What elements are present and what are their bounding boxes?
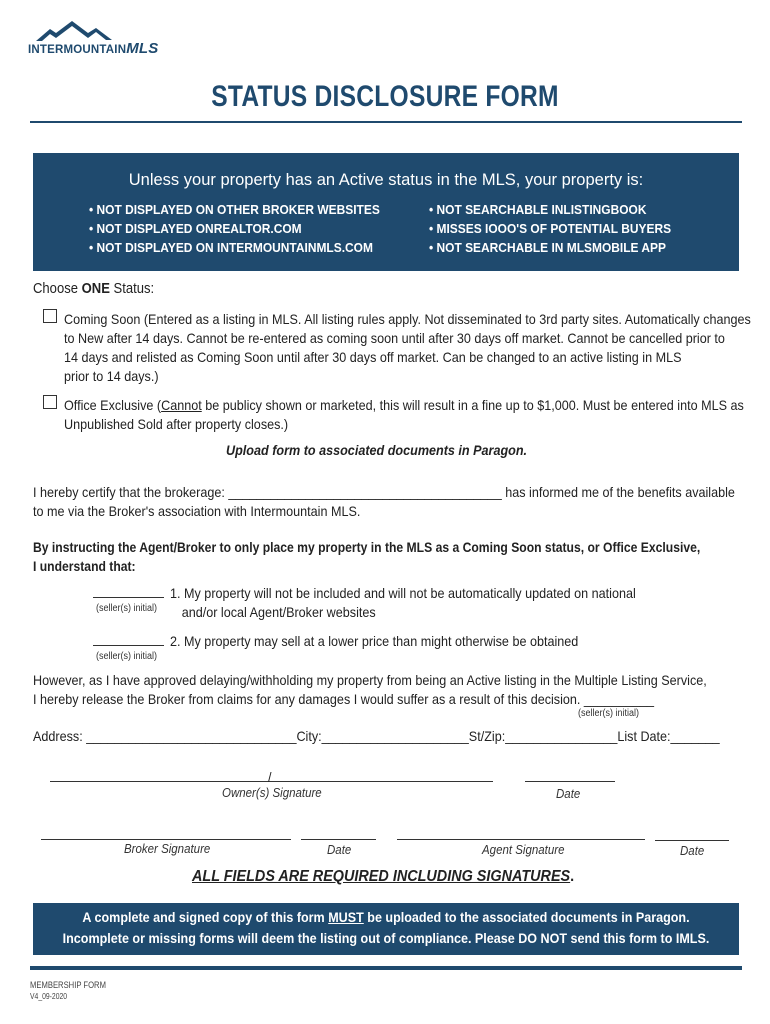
status-warning-banner	[33, 153, 739, 271]
office-exclusive-pre: Office Exclusive (	[64, 397, 162, 413]
broker-signature-line[interactable]	[41, 839, 291, 840]
certify-statement	[33, 483, 770, 521]
banner-item: • NOT DISPLAYED ONREALTOR.COM	[89, 221, 302, 236]
understanding-statement	[33, 538, 770, 576]
banner-item: • NOT DISPLAYED ON OTHER BROKER WEBSITES	[89, 202, 380, 217]
office-exclusive-line: Unpublished Sold after property closes.)	[64, 416, 289, 432]
understanding-line: I understand that:	[33, 559, 136, 574]
banner-item: • NOT DISPLAYED ON INTERMOUNTAINMLS.COM	[89, 240, 373, 255]
release-line: However, as I have approved delaying/withholding my property from being an Active listing in the Multiple Listing Service,	[33, 672, 707, 688]
office-exclusive-description	[64, 396, 770, 434]
banner-right-list	[429, 200, 671, 257]
choose-one: ONE	[81, 281, 110, 297]
logo-name: INTERMOUNTAIN	[28, 44, 127, 56]
coming-soon-line: prior to 14 days.)	[64, 368, 159, 384]
owner-date-caption: Date	[556, 787, 581, 801]
banner-item: • NOT SEARCHABLE IN MLSMOBILE APP	[429, 240, 666, 255]
initial-caption: (seller(s) initial)	[96, 651, 158, 662]
item-1-line: and/or local Agent/Broker websites	[181, 604, 376, 620]
logo-wordmark	[28, 40, 158, 57]
banner-item: • MISSES IOOO'S OF POTENTIAL BUYERS	[429, 221, 672, 236]
upload-instructions-banner	[33, 903, 739, 955]
broker-date-line[interactable]	[301, 839, 376, 840]
understanding-item-1	[170, 584, 688, 622]
upload-instruction-line-2: Incomplete or missing forms will deem the listing out of compliance. Please DO NOT send this form to IMLS.	[62, 931, 710, 946]
logo-mls: MLS	[126, 40, 159, 57]
office-exclusive-checkbox[interactable]	[43, 395, 57, 409]
upload-instruction-line-1	[58, 910, 715, 925]
initial-line-1[interactable]	[93, 597, 164, 598]
coming-soon-line: 14 days and relisted as Coming Soon until after 30 days off market. Can be changed to an active listing in MLS	[64, 349, 682, 365]
agent-signature-line[interactable]	[397, 839, 645, 840]
agent-date-caption: Date	[680, 844, 705, 858]
choose-prefix: Choose	[33, 281, 82, 297]
agent-signature-caption: Agent Signature	[482, 843, 565, 857]
agent-date-line[interactable]	[655, 840, 729, 841]
certify-line: to me via the Broker's association with Intermountain MLS.	[33, 503, 361, 519]
understanding-item-2: 2. My property may sell at a lower price than might otherwise be obtained	[170, 633, 579, 649]
intermountain-mls-logo	[28, 20, 173, 60]
upload-note: Upload form to associated documents in Paragon.	[226, 442, 528, 458]
initial-caption: (seller(s) initial)	[96, 603, 158, 614]
initial-caption: (seller(s) initial)	[578, 708, 640, 719]
footer-version: V4_09-2020	[30, 992, 68, 1001]
choose-suffix: Status:	[109, 281, 155, 297]
office-exclusive-line	[64, 396, 744, 415]
coming-soon-description	[64, 310, 770, 386]
coming-soon-checkbox[interactable]	[43, 309, 57, 323]
owner-signature-caption: Owner(s) Signature	[222, 786, 322, 800]
owner-date-line[interactable]	[525, 781, 615, 782]
required-fields-note	[192, 867, 574, 886]
page-title: STATUS DISCLOSURE FORM	[211, 80, 559, 113]
coming-soon-line: to New after 14 days. Cannot be re-entered as coming soon until after 30 days off market. Cannot be cancelled prior to	[64, 330, 725, 346]
banner-item: • NOT SEARCHABLE INLISTINGBOOK	[429, 202, 647, 217]
required-period: .	[570, 868, 575, 885]
office-exclusive-post: be publicy shown or marketed, this will result in a fine up to $1,000. Must be entered into MLS as	[201, 397, 744, 413]
footer-divider	[30, 966, 742, 970]
coming-soon-line: Coming Soon (Entered as a listing in MLS. All listing rules apply. Not disseminated to 3rd party sites. Automatically changes	[64, 311, 751, 327]
release-line: I hereby release the Broker from claims for any damages I would suffer as a result of this decision. __________	[33, 691, 654, 707]
banner-heading: Unless your property has an Active status in the MLS, your property is:	[128, 171, 644, 189]
banner-left-list	[89, 200, 380, 257]
initial-line-2[interactable]	[93, 645, 164, 646]
footer-form-name: MEMBERSHIP FORM	[30, 980, 106, 990]
broker-signature-caption: Broker Signature	[124, 842, 211, 856]
instruction-must: MUST	[328, 910, 364, 925]
broker-date-caption: Date	[327, 843, 352, 857]
signature-slash: /	[268, 769, 272, 785]
mountain-icon	[36, 20, 146, 42]
certify-line: I hereby certify that the brokerage: _______________________________________ has informed me of the benefits available	[33, 484, 735, 500]
required-text: ALL FIELDS ARE REQUIRED INCLUDING SIGNATURES	[192, 868, 571, 885]
choose-status-label	[33, 280, 154, 299]
title-divider	[30, 121, 742, 123]
address-fields[interactable]: Address: ______________________________City:_____________________St/Zip:________________List Date:_______	[33, 728, 720, 744]
office-exclusive-cannot: Cannot	[161, 397, 202, 413]
instruction-post: be uploaded to the associated documents in Paragon.	[363, 910, 690, 925]
release-statement	[33, 671, 770, 709]
understanding-line: By instructing the Agent/Broker to only place my property in the MLS as a Coming Soon status, or Office Exclusive,	[33, 540, 701, 555]
instruction-pre: A complete and signed copy of this form	[82, 910, 329, 925]
item-1-line: 1. My property will not be included and will not be automatically updated on national	[170, 585, 636, 601]
